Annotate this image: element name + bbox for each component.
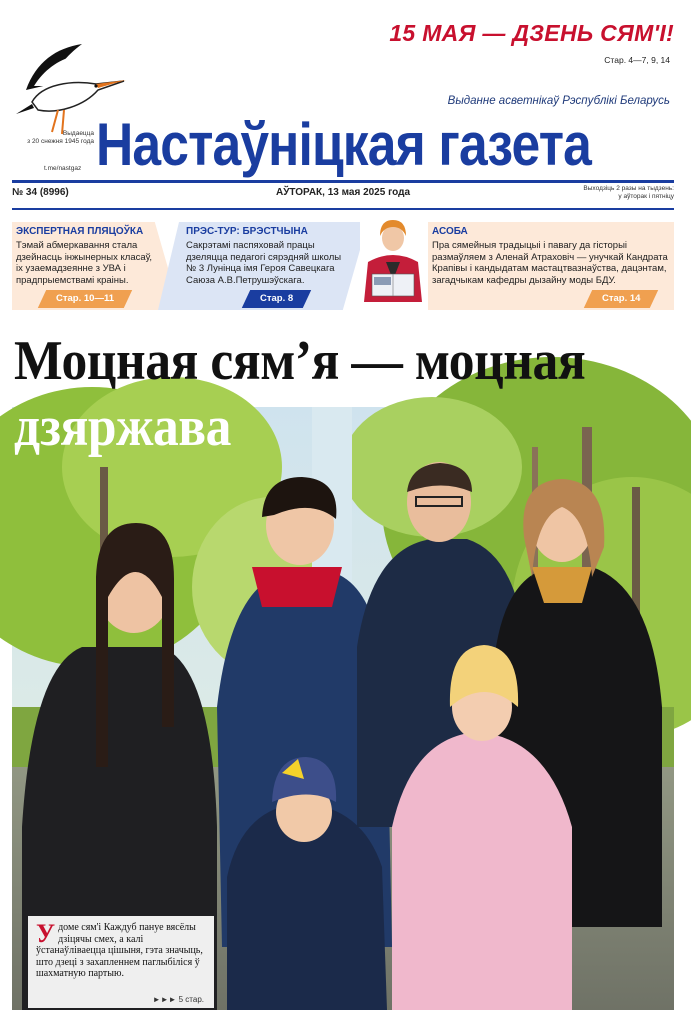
teaser-text: Тэмай абмеркавання стала дзейнасць інжынерных класаў, іх узаемадзеянне з УВА і прадпрыемствамі краіны. (16, 240, 153, 286)
issue-frequency (564, 185, 674, 201)
teaser-page-label: Стар. 14 (601, 293, 640, 304)
issue-rule (12, 208, 674, 210)
teaser-page-tag[interactable] (38, 290, 132, 308)
teaser-text: Пра сямейныя традыцыі і павагу да гісторыі размаўляем з Аленай Атраховіч — унучкай Кандрата Крапівы і кандыдатам мастацтвазнаўства, дацэнтам, загадчыкам кафедры дызайну моды БДУ. (432, 240, 668, 286)
teaser-page-label: Стар. 10—11 (56, 293, 114, 304)
teaser-kicker: АСОБА (432, 226, 468, 237)
story-callout[interactable] (28, 916, 214, 1008)
frequency-line-1: Выходзіць 2 разы на тыдзень: (583, 185, 674, 192)
frequency-line-2: у аўторак і пятніцу (618, 193, 674, 200)
founded-note (16, 130, 94, 146)
founded-line-2: з 20 снежня 1945 года (27, 138, 94, 145)
continued-link[interactable]: ►►► 5 стар. (152, 995, 204, 1004)
teaser-kicker: ПРЭС-ТУР: БРЭСТЧЫНА (186, 226, 308, 237)
teaser-expert-platform[interactable] (12, 222, 180, 310)
teaser-page-tag[interactable] (242, 290, 312, 308)
founded-line-1: Выдаецца (62, 130, 94, 137)
issue-date: АЎТОРАК, 13 мая 2025 года (275, 187, 411, 198)
issue-number: № 34 (8996) (12, 187, 69, 198)
teaser-kicker: ЭКСПЕРТНАЯ ПЛЯЦОЎКА (16, 226, 144, 237)
publisher-line: Выданне асветнікаў Рэспублікі Беларусь (447, 95, 670, 107)
teaser-page-tag[interactable] (583, 290, 658, 308)
main-headline (14, 328, 621, 460)
newspaper-title: Настаўніцкая газета (96, 111, 591, 178)
issue-row (12, 185, 674, 203)
masthead-rule (12, 180, 674, 183)
photo-credit: Фота Алены КАСЬЯН-ПАЎЛЮЧЭНКАЙ. (684, 746, 691, 865)
drop-cap: У (36, 919, 56, 948)
promo-pages: Стар. 4—7, 9, 14 (604, 55, 670, 65)
callout-text: доме сям'і Каждуб пануе вясёлы дзіцячы смех, а калі ўстанаўліваецца цішыня, гэта значыць, што дзеці з захапленнем паглыбіліся ў шахматную партыю. (36, 922, 203, 979)
teaser-press-tour[interactable] (158, 222, 368, 310)
promo-banner: 15 МАЯ — ДЗЕНЬ СЯМ'І! (389, 20, 674, 46)
headline-line-1: Моцная сям’я — моцная (14, 330, 586, 392)
telegram-link[interactable]: t.me/nastgaz (44, 165, 82, 172)
teaser-page-label: Стар. 8 (260, 293, 294, 304)
headline-line-2: дзяржава (14, 396, 231, 458)
portrait-photo (360, 210, 426, 302)
callout-paragraph (36, 919, 206, 980)
teaser-personality[interactable] (428, 222, 674, 310)
teaser-text: Сакрэтамі паспяховай працы дзеляцца педагогі сярэдняй школы № 3 Лунінца імя Героя Савецкага Саюза А.В.Петрушэўскага. (186, 240, 342, 286)
